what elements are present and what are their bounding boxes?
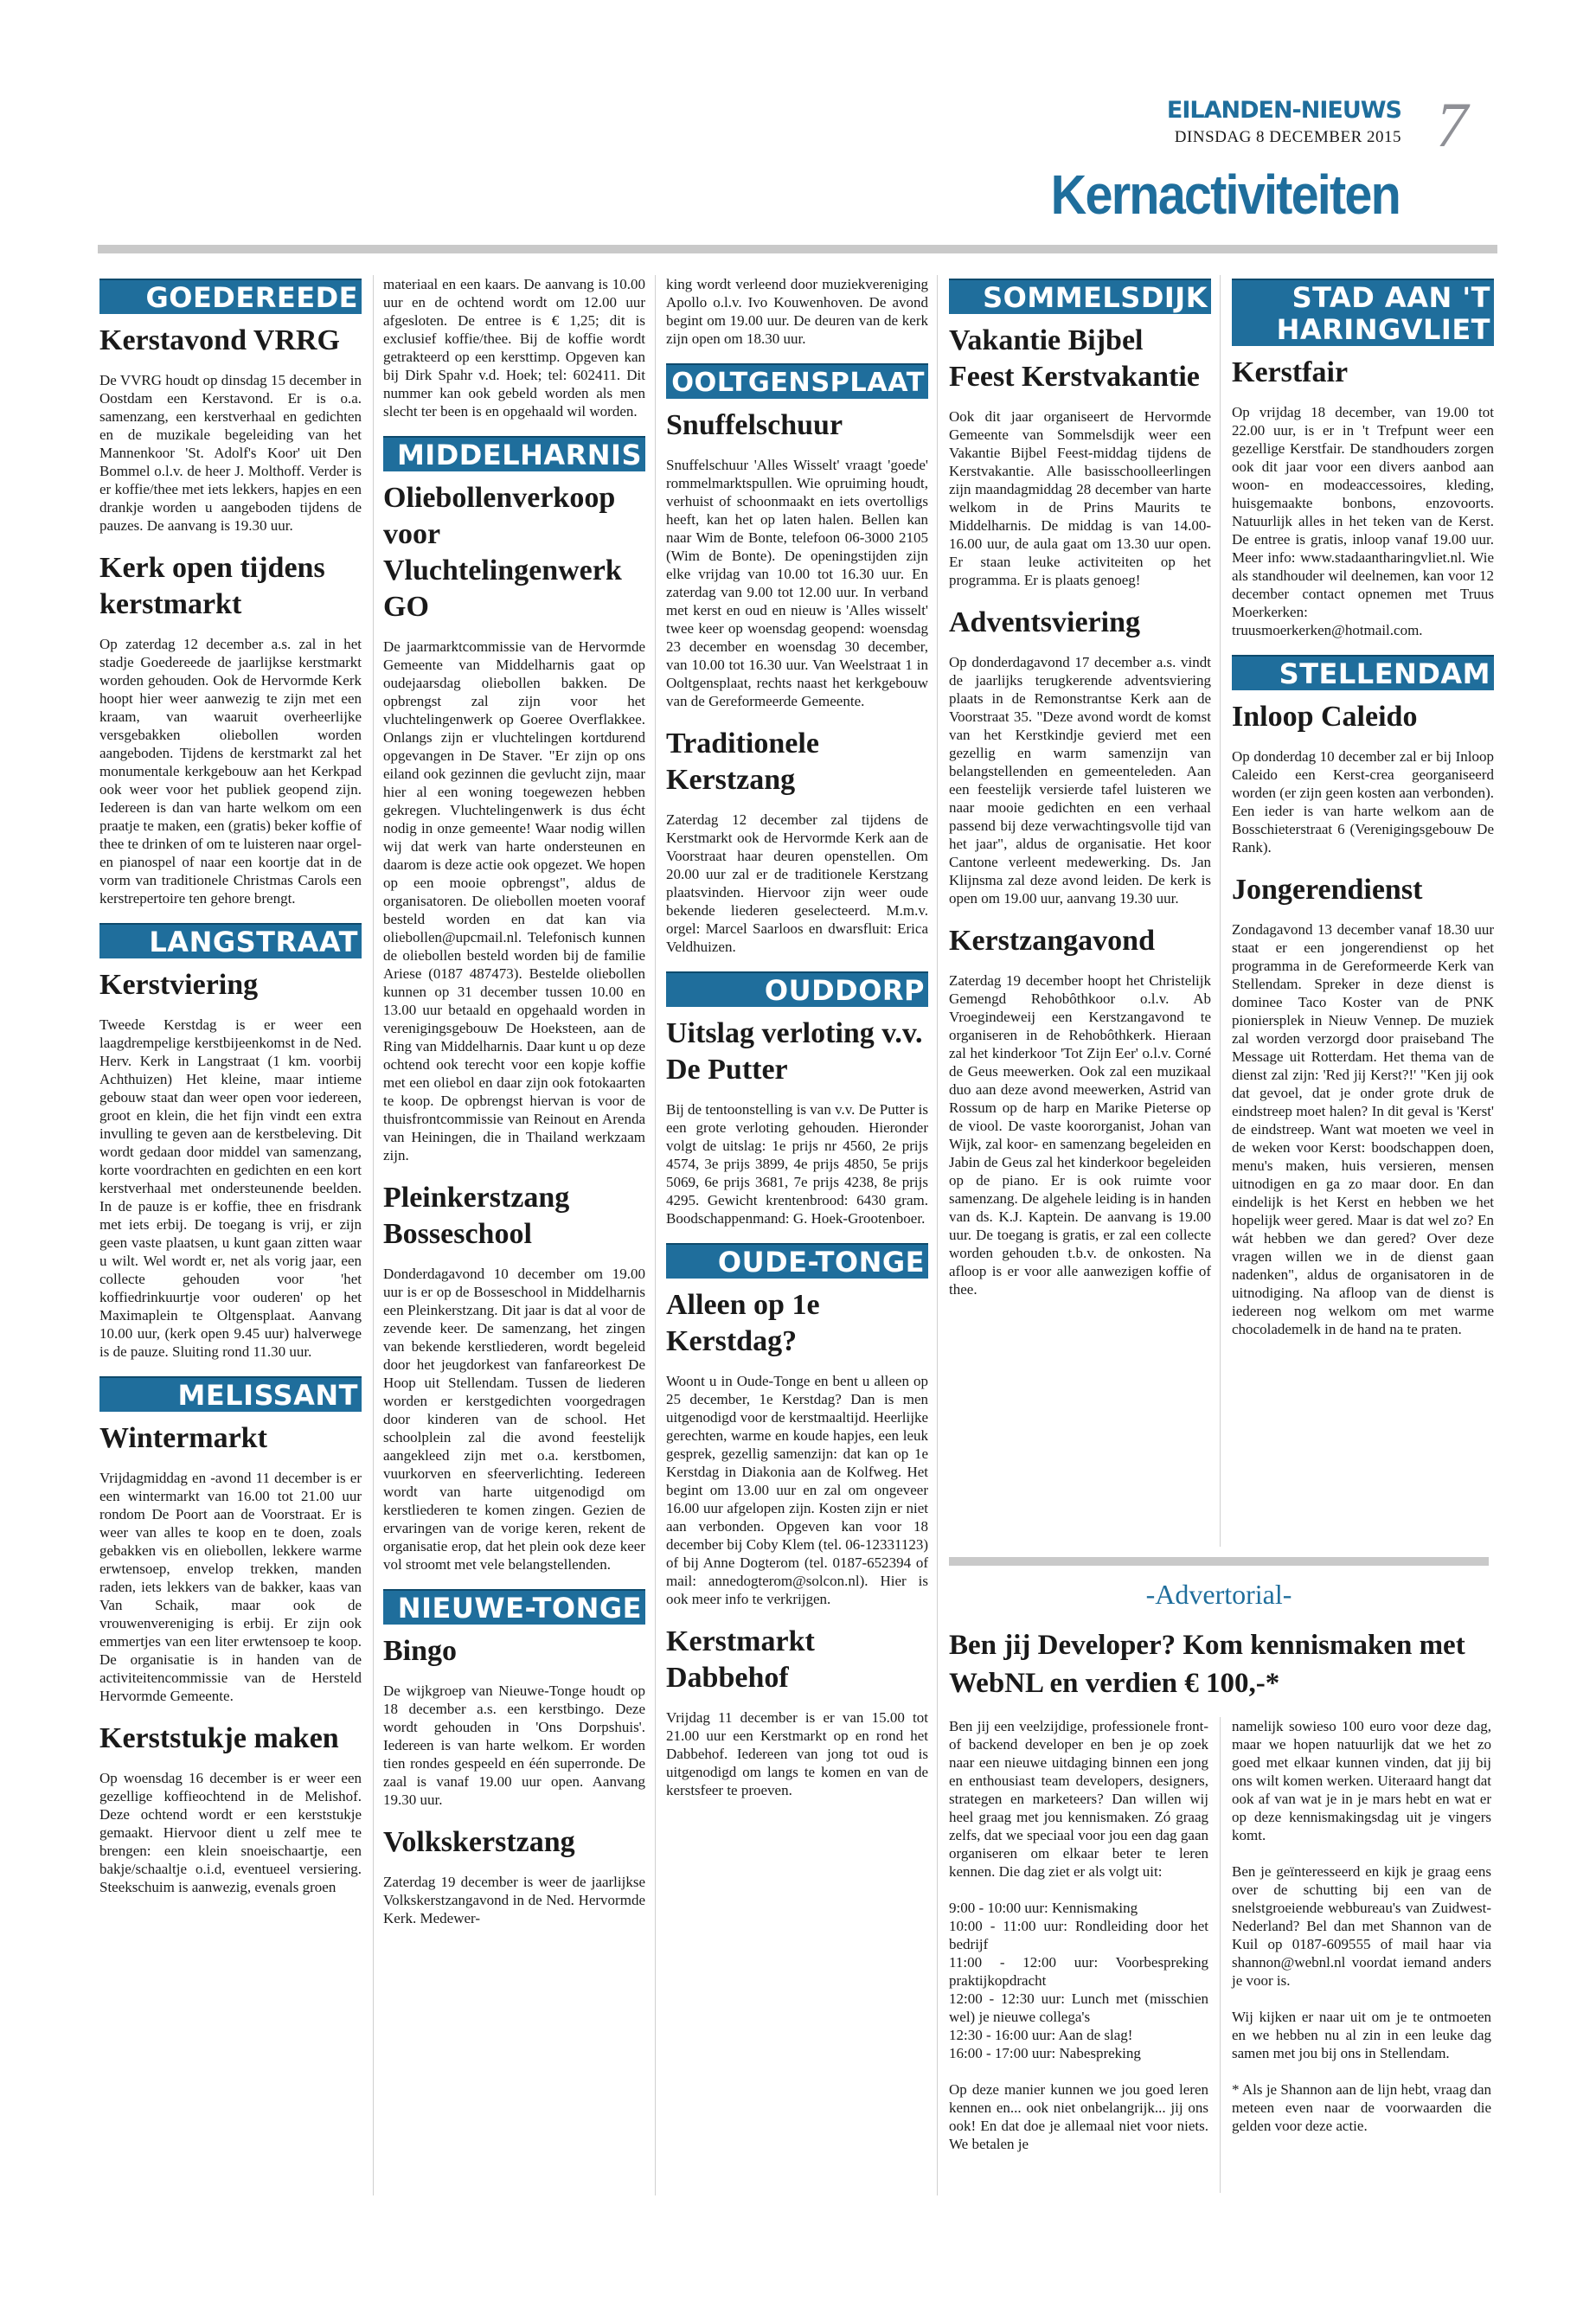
- article-body: Op donderdag 10 december zal er bij Inloop Caleido een Kerst-crea georganiseerd worden (er zijn geen kosten aan verbonden). Een ieder is van harte welkom aan de Bosschieterstraat 6 (Verenigingsgebouw De Rank).: [1232, 748, 1494, 856]
- section-title: Kernactiviteiten: [1050, 163, 1400, 226]
- town-banner-stad-aan-t-haringvliet: STAD AAN 'T HARINGVLIET: [1232, 279, 1494, 346]
- article-title: Adventsviering: [949, 606, 1140, 638]
- column-divider: [1220, 1717, 1221, 2193]
- article-title: Kerstmarkt Dabbehof: [666, 1625, 815, 1694]
- article-body: Zondagavond 13 december vanaf 18.30 uur staat er een jongerendienst op het programma in de Gereformeerde Kerk van Stellendam. Spreker in deze dienst is dominee Taco Koster van de PNK pioniersplek in Nieuw Vennep. De muziek zal worden verzorgd door praiseband The Message uit Rotterdam. Het thema van de dienst zal zijn: 'Red jij Kerst?!' "Ken jij ook dat gevoel, dat je onder grote druk de eindstreep moet halen? In dit geval is 'Kerst' de eindstreep. Want wat moeten we veel in de weken voor Kerst: boodschappen doen, menu's maken, huis versieren, mensen uitnodigen en ga zo maar door. En dan eindelijk is het Kerst en hebben we het hopelijk weer gered. Maar is dat wel zo? En wát hebben we dan gered? Over deze vragen willen we in de dienst gaan nadenken", aldus de organisatoren in de uitnodiging. Na afloop van de dienst is iedereen nog welkom om met warme chocolademelk in de hand na te praten.: [1232, 921, 1494, 1337]
- article-body: Vrijdagmiddag en -avond 11 december is er een wintermarkt van 16.00 tot 21.00 uur rondom De Poort aan de Voorstraat. Er is weer van alles te koop en te doen, zoals gebakken vis en oliebollen, lekkere warme erwtensoep, envelop trekken, manden raden, iets lekkers van de bakker, kaas van Van Schaik, maar ook de vrouwenvereniging is erbij. Er zijn ook emmertjes van een liter erwtensoep te koop. De organisatie is in handen van de activiteitencommissie van de Hersteld Hervormde Gemeente.: [99, 1470, 362, 1704]
- advertorial-rule: [949, 1557, 1489, 1566]
- article-body: De wijkgroep van Nieuwe-Tonge houdt op 18 december a.s. een kerstbingo. Deze wordt gehouden in 'Ons Dorpshuis'. Iedereen is van harte welkom. Er worden tien rondes gespeeld en één superronde. De zaal is vanaf 19.00 uur open. Aanvang 19.30 uur.: [383, 1682, 645, 1808]
- article-title: Kerstavond VRRG: [99, 324, 340, 356]
- town-banner-goedereede: GOEDEREEDE: [99, 279, 362, 314]
- article-title: Snuffelschuur: [666, 409, 843, 441]
- article-body: Op woensdag 16 december is er weer een gezellige koffieochtend in de Melishof. Deze ochtend wordt er een kerststukje gemaakt. Hiervoor dient u zelf mee te brengen: een klein snoeischaartje, een bakje/schaaltje o.i.d, eventueel versiering. Steekschuim is aanwezig, evenals groen: [99, 1770, 362, 1895]
- article-body: Op zaterdag 12 december a.s. zal in het stadje Goedereede de jaarlijkse kerstmarkt worden gehouden. Ook de Hervormde Kerk hoopt hier weer aanwezig te zijn met een kraam, van waaruit overheerlijke versgebakken oliebollen worden aangeboden. Tijdens de kerstmarkt zal het monumentale kerkgebouw aan het Kerkpad ook weer voor het publiek geopend zijn. Iedereen is dan van harte welkom om een praatje te maken, een (gratis) beker koffie of thee te drinken of om te luisteren naar orgel- en pianospel of naar een koortje dat in de vorm van traditionele Christmas Carols een kerstrepertoire ten gehore brengt.: [99, 636, 362, 907]
- article-title: Uitslag verloting v.v. De Putter: [666, 1017, 923, 1086]
- article-body: Zaterdag 19 december hoopt het Christelijk Gemengd Rehobôthkoor o.l.v. Ab Vroegindeweij een Kerstzangavond te organiseren in de Rehobôthkerk. Hieraan zal het kinderkoor 'Tot Zijn Eer' o.l.v. Corné de Geus meewerken. Ook zal een muzikaal duo aan deze avond meewerken, Astrid van Rossum op de harp en Marike Pieterse op de viool. De vaste koororganist, Johan van Wijk, zal koor- en samenzang begeleiden en Jabin de Geus zal het kinderkoor begeleiden op de piano. Er is ook ruimte voor samenzang. De algehele leiding is in handen van ds. K.J. Kaptein. De aanvang is 19.00 uur. De toegang is gratis, er zal een collecte worden gehouden t.b.v. de onkosten. Na afloop is er voor alle aanwezigen koffie of thee.: [949, 972, 1211, 1298]
- article-body: Zaterdag 12 december zal tijdens de Kerstmarkt ook de Hervormde Kerk aan de Voorstraat haar deuren openstellen. Om 20.00 uur zal er de traditionele Kerstzang plaatsvinden. Hiervoor zijn weer oude bekende liederen geselecteerd. M.m.v. orgel: Marcel Saarloos en dwarsfluit: Erica Veldhuizen.: [666, 811, 928, 955]
- town-banner-nieuwe-tonge: NIEUWE-TONGE: [383, 1589, 645, 1625]
- advertorial-body-right: namelijk sowieso 100 euro voor deze dag, maar we hopen natuurlijk dat we het zo goed met elkaar kunnen vinden, dat jij bij ons wilt komen werken. Uiteraard hangt dat ook af van wat je in je mars hebt en wat er op deze kennismakingsdag uit je vingers komt. Ben je geïnteresseerd en kijk je graag eens over de schutting bij een van de snelstgroeiende webbureau's van Zuidwest-Nederland? Bel dan met Shannon van de Kuil op 0187-609555 of mail haar via shannon@webnl.nl voordat iemand anders je voor is. Wij kijken er naar uit om je te ontmoeten en we hebben nu al zin in een leuke dag samen met jou bij ons in Stellendam. * Als je Shannon aan de lijn hebt, vraag dan meteen even naar de voorwaarden die gelden voor deze actie.: [1232, 1718, 1491, 2134]
- town-banner-ouddorp: OUDDORP: [666, 971, 928, 1007]
- article-body: Zaterdag 19 december is weer de jaarlijkse Volkskerstzangavond in de Ned. Hervormde Kerk. Medewer-: [383, 1874, 645, 1926]
- town-banner-melissant: MELISSANT: [99, 1376, 362, 1412]
- column-divider: [1220, 275, 1221, 1547]
- town-banner-langstraat: LANGSTRAAT: [99, 923, 362, 958]
- article-title: Kerstviering: [99, 969, 259, 1001]
- article-body: Bij de tentoonstelling is van v.v. De Putter is een grote verloting gehouden. Hieronder volgt de uitslag: 1e prijs nr 4560, 2e prijs 4574, 3e prijs 3899, 4e prijs 4850, 5e prijs 5069, 6e prijs 3681, 7e prijs 4238, 8e prijs 4295. Gewicht krentenbrood: 6430 gram. Boodschappenmand: G. Hoek-Grootenboer.: [666, 1101, 928, 1227]
- column-divider: [373, 275, 374, 2195]
- advertorial-label: -Advertorial-: [1145, 1579, 1292, 1610]
- article-title: Volkskerstzang: [383, 1826, 575, 1858]
- town-banner-ooltgensplaat: OOLTGENSPLAAT: [666, 363, 928, 399]
- article-body: Vrijdag 11 december is er van 15.00 tot 21.00 uur een Kerstmarkt op en rond het Dabbehof. Iedereen van jong tot oud is uitgenodigd om langs te komen en van de kerstsfeer te proeven.: [666, 1709, 928, 1798]
- article-title: Kerk open tijdens kerstmarkt: [99, 552, 325, 620]
- article-body: De VVRG houdt op dinsdag 15 december in Oostdam een Kerstavond. Er is o.a. samenzang, een kerstverhaal en gedichten en de muzikale begeleiding van het Mannenkoor 'St. Adolf's Koor' uit Den Bommel o.l.v. de heer J. Molthoff. Verder is er koffie/thee met iets lekkers, hapjes en een drankje worden u aangeboden tijdens de pauzes. De aanvang is 19.30 uur.: [99, 372, 362, 534]
- article-title: Kerstfair: [1232, 356, 1349, 388]
- page-number: 7: [1436, 90, 1468, 161]
- article-title: Jongerendienst: [1232, 874, 1423, 906]
- article-title: Alleen op 1e Kerstdag?: [666, 1289, 820, 1357]
- column-5: [1232, 275, 1494, 1354]
- article-body: Op donderdagavond 17 december a.s. vindt de jaarlijks terugkerende adventsviering plaats in de Remonstrantse Kerk aan de Voorstraat 35. "Deze avond wordt de komst van het Kerstkindje gevierd met een gezellig en warm samenzijn van belangstellenden en gemeenteleden. Aan een feestelijk versierde tafel luisteren we naar mooie gedichten en een verhaal passend bij deze verwachtingsvolle tijd van het jaar", aldus de organisatie. Het koor Cantone verleent medewerking. Ds. Jan Klijnsma zal deze avond leiden. De kerk is open om 19.00 uur, aanvang 19.30 uur.: [949, 654, 1211, 907]
- town-banner-stellendam: STELLENDAM: [1232, 655, 1494, 690]
- article-title: Traditionele Kerstzang: [666, 727, 819, 796]
- article-body: Donderdagavond 10 december om 19.00 uur is er op de Bosseschool in Middelharnis een Pleinkerstzang. Dit jaar is dat al voor de zevende keer. De samenzang, het zingen van bekende kerstliederen, wordt begeleid door het jeugdorkest van fanfareorkest De Hoop uit Stellendam. Tussen de liederen worden er kerstgedichten voorgedragen door kinderen van de school. Het schoolplein zal die avond feestelijk aangekleed zijn met o.a. kerstbomen, vuurkorven en sfeerverlichting. Iedereen wordt van harte uitgenodigd om kerstliederen te komen zingen. Gezien de ervaringen van de vorige keren, rekent de organisatie erop, dat het plein ook deze keer vol stroomt met vele belangstellenden.: [383, 1266, 645, 1573]
- advertorial-headline: Ben jij Developer? Kom kennismaken met WebNL en verdien € 100,-*: [949, 1630, 1465, 1699]
- issue-date: DINSDAG 8 DECEMBER 2015: [1174, 128, 1401, 146]
- article-body: Tweede Kerstdag is er weer een laagdrempelige kerstbijeenkomst in de Ned. Herv. Kerk in Langstraat (1 km. voorbij Achthuizen) Het kleine, maar intieme gebouw staat dan weer open voor iedereen, groot en klein, die het fijn vindt een extra invulling te geven aan de kerstbeleving. Dit wordt gedaan door middel van samenzang, korte voordrachten en gedichten en een kort kerstverhaal met ondersteunende beelden. In de pauze is er koffie, thee en frisdrank met iets erbij. De toegang is vrij, er zijn geen vaste plaatsen, u kunt gaan zitten waar u wilt. Wel wordt er, net als vorig jaar, een collecte gehouden voor 'het koffiedrinkuurtje voor ouderen' op het Maximaplein te Oltgensplaat. Aanvang 10.00 uur, (kerk open 9.45 uur) halverwege is de pauze. Sluiting rond 11.30 uur.: [99, 1016, 362, 1360]
- article-body: Op vrijdag 18 december, van 19.00 tot 22.00 uur, is er in 't Trefpunt weer een gezellige Kerstfair. De standhouders zorgen ook dit jaar voor een divers aanbod aan woon- en modeaccessoires, kleding, huisgemaakte bonbons, enzovoorts. Natuurlijk alles in het teken van de Kerst. De entree is gratis, inloop vanaf 19.00 uur. Meer info: www.stadaantharingvliet.nl. Wie als standhouder wil deelnemen, kan voor 12 december contact opnemen met Truus Moerkerken: truusmoerkerken@hotmail.com.: [1232, 404, 1494, 638]
- advertorial-body-left: Ben jij een veelzijdige, professionele front- of backend developer en ben je op zoek naar een nieuwe uitdaging binnen een jong en enthousiast team developers, designers, strategen en marketeers? Dan willen wij heel graag met jou kennismaken. Zó graag zelfs, dat we speciaal voor jou een dag gaan organiseren om elkaar beter te leren kennen. Die dag ziet er als volgt uit: 9:00 - 10:00 uur: Kennismaking 10:00 - 11:00 uur: Rondleiding door het bedrijf 11:00 - 12:00 uur: Voorbespreking praktijkopdracht 12:00 - 12:30 uur: Lunch met (misschien wel) je nieuwe collega's 12:30 - 16:00 uur: Aan de slag! 16:00 - 17:00 uur: Nabespreking Op deze manier kunnen we jou goed leren kennen en... ook niet onbelangrijk... jij ons ook! En dat doe je allemaal niet voor niets. We betalen je: [949, 1718, 1208, 2152]
- article-title: Bingo: [383, 1635, 458, 1667]
- article-body-continued: materiaal en een kaars. De aanvang is 10.00 uur en de ochtend wordt om 12.00 uur afgesloten. De entree is € 1,25; dit is exclusief koffie/thee. Bij de koffie wordt getrakteerd op een kersttimp. Opgeven kan bij Dirk Spahr v.d. Hoek; tel: 602411. Dit nummer kan ook gebeld worden als men slecht ter been is en opgehaald wil worden.: [383, 276, 645, 420]
- masthead: EILANDEN-NIEUWS: [1166, 97, 1401, 124]
- article-body-continued: king wordt verleend door muziekvereniging Apollo o.l.v. Ivo Kouwenhoven. De avond begint om 19.00 uur. De deuren van de kerk zijn open om 18.30 uur.: [666, 276, 928, 347]
- article-title: Pleinkerstzang Bosseschool: [383, 1182, 570, 1250]
- article-title: Kerststukje maken: [99, 1722, 339, 1754]
- column-2: [383, 275, 645, 1943]
- column-1: [99, 275, 362, 1912]
- article-title: Vakantie Bijbel Feest Kerstvakantie: [949, 324, 1200, 393]
- article-body: Woont u in Oude-Tonge en bent u alleen op 25 december, 1e Kerstdag? Dan is men uitgenodigd voor de kerstmaaltijd. Heerlijke gerechten, warme en koude hapjes, een leuk gesprek, gezellig samenzijn: dat kan op 1e Kerstdag in Diakonia aan de Kolfweg. Het begint om 13.00 uur en zal om ongeveer 16.00 uur afgelopen zijn. Kosten zijn er niet aan verbonden. Opgeven kan voor 18 december bij Coby Klem (tel. 06-12331123) of bij Anne Dogterom (tel. 0187-652394 of mail: annedogterom@solcon.nl). Hier is ook meer info te verkrijgen.: [666, 1373, 928, 1607]
- column-4: [949, 275, 1211, 1314]
- town-banner-oude-tonge: OUDE-TONGE: [666, 1243, 928, 1279]
- article-title: Inloop Caleido: [1232, 701, 1418, 733]
- article-body: Ook dit jaar organiseert de Hervormde Gemeente van Sommelsdijk weer een Vakantie Bijbel Feest-middag tijdens de Kerstvakantie. Alle basisschoolleerlingen zijn maandagmiddag 28 december van harte welkom in de Prins Maurits te Middelharnis. De middag is van 14.00-16.00 uur, de aula gaat om 13.30 uur open. Er staan leuke activiteiten op het programma. Er is plaats genoeg!: [949, 408, 1211, 588]
- column-3: [666, 275, 928, 1815]
- article-title: Wintermarkt: [99, 1422, 267, 1454]
- town-banner-sommelsdijk: SOMMELSDIJK: [949, 279, 1211, 314]
- town-banner-middelharnis: MIDDELHARNIS: [383, 436, 645, 471]
- article-title: Oliebollenverkoop voor Vluchtelingenwerk GO: [383, 482, 622, 623]
- column-divider: [655, 275, 656, 2195]
- article-body: De jaarmarktcommissie van de Hervormde Gemeente van Middelharnis gaat op oudejaarsdag oliebollen bakken. De opbrengst zal zijn voor het vluchtelingenwerk op Goeree Overflakkee. Onlangs zijn er vluchtelingen kortdurend opgevangen in De Staver. "Er zijn op ons eiland ook gezinnen die gevlucht zijn, maar hier al een woning toegewezen hebben gekregen. Vluchtelingenwerk is dus écht nodig in onze gemeente! Waar nodig willen wij dat werk van harte ondersteunen en daarom is deze actie ook opgezet. We hopen op een mooie opbrengst", aldus de organisatoren. De oliebollen moeten vooraf besteld worden en dat kan via oliebollen@upcmail.nl. Telefonisch kunnen de oliebollen besteld worden bij de familie Ariese (0187 487473). Bestelde oliebollen kunnen op 31 december tussen 10.00 en 13.00 uur betaald en opgehaald worden in verenigingsgebouw De Hoeksteen, aan de Ring van Middelharnis. Daar kunt u op deze ochtend ook terecht voor een kopje koffie met een oliebol en daar zijn ook fotokaarten te koop. De opbrengst hiervan is voor de thuisfrontcommissie van Reinout en Arenda van Heiningen, die in Thailand werkzaam zijn.: [383, 638, 645, 1163]
- header-rule: [98, 245, 1497, 253]
- column-divider: [937, 275, 938, 2195]
- article-title: Kerstzangavond: [949, 925, 1155, 957]
- article-body: Snuffelschuur 'Alles Wisselt' vraagt 'goede' rommelmarktspullen. Wie opruiming houdt, verhuist of schoonmaakt en iets overtolligs heeft, kan het op laten halen. Bellen kan naar Wim de Bonte, telefoon 06-3000 2105 (Wim de Bonte). De openingstijden zijn elke vrijdag van 10.00 tot 16.30 uur. En zaterdag van 9.00 tot 12.00 uur. In verband met kerst en oud en nieuw is 'Alles wisselt' twee keer op woensdag geopend: woensdag 23 december en woensdag 30 december, van 10.00 tot 16.30 uur. Van Weelstraat 1 in Ooltgensplaat, rechts naast het kerkgebouw van de Gereformeerde Gemeente.: [666, 457, 928, 709]
